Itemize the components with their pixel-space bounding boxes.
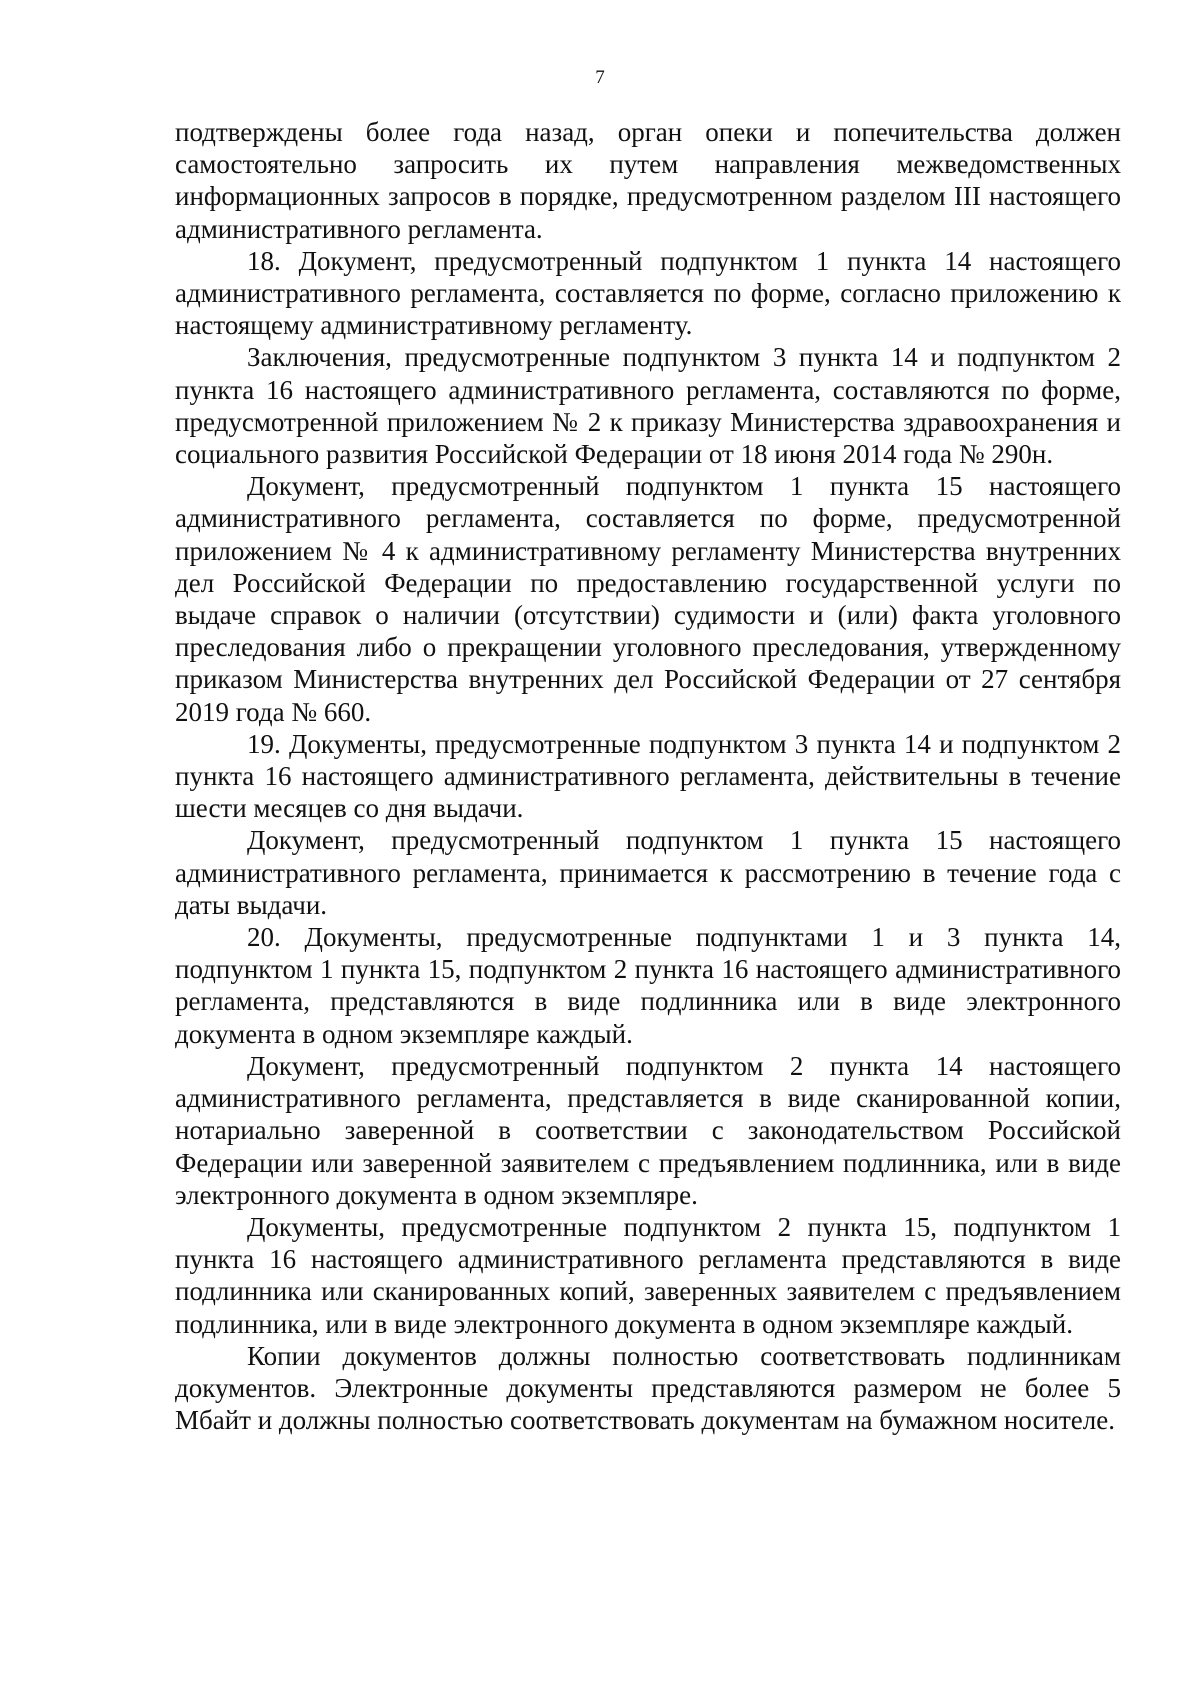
paragraph-item-19: 19. Документы, предусмотренные подпунктом 3 пункта 14 и подпунктом 2 пункта 16 настоящего административного регламента, действительны в течение шести месяцев со дня выдачи. bbox=[175, 728, 1121, 824]
paragraph-item-20: 20. Документы, предусмотренные подпунктами 1 и 3 пункта 14, подпунктом 1 пункта 15, подпунктом 2 пункта 16 настоящего административного регламента, представляются в виде подлинника или в виде электронного документа в одном экземпляре каждый. bbox=[175, 922, 1121, 1049]
page-number: 7 bbox=[595, 67, 605, 88]
paragraph-document-15-1: Документ, предусмотренный подпунктом 1 пункта 15 настоящего административного регламента, составляется по форме, предусмотренной приложением № 4 к административному регламенту Министерства внутренних дел Российской Федерации по предоставлению государственной услуги по выдаче справок о наличии (отсутствии) судимости и (или) факта уголовного преследования либо о прекращении уголовного преследования, утвержденному приказом Министерства внутренних дел Российской Федерации от 27 сентября 2019 года № 660. bbox=[175, 471, 1121, 727]
paragraph-conclusions: Заключения, предусмотренные подпунктом 3 пункта 14 и подпунктом 2 пункта 16 настоящего административного регламента, составляются по форме, предусмотренной приложением № 2 к приказу Министерства здравоохранения и социального развития Российской Федерации от 18 июня 2014 года № 290н. bbox=[175, 342, 1121, 470]
paragraph-document-14-2: Документ, предусмотренный подпунктом 2 пункта 14 настоящего административного регламента, представляется в виде сканированной копии, нотариально заверенной в соответствии с законодательством Российской Федерации или заверенной заявителем с предъявлением подлинника, или в виде электронного документа в одном экземпляре. bbox=[175, 1050, 1121, 1210]
paragraph-continuation: подтверждены более года назад, орган опеки и попечительства должен самостоятельно запросить их путем направления межведомственных информационных запросов в порядке, предусмотренном разделом III настоящего административного регламента. bbox=[175, 117, 1121, 244]
document-body bbox=[175, 116, 1121, 1436]
paragraph-item-18: 18. Документ, предусмотренный подпунктом 1 пункта 14 настоящего административного регламента, составляется по форме, согласно приложению к настоящему административному регламенту. bbox=[175, 245, 1121, 341]
paragraph-documents-15-2: Документы, предусмотренные подпунктом 2 пункта 15, подпунктом 1 пункта 16 настоящего административного регламента представляются в виде подлинника или сканированных копий, заверенных заявителем с предъявлением подлинника, или в виде электронного документа в одном экземпляре каждый. bbox=[175, 1211, 1121, 1339]
paragraph-copies: Копии документов должны полностью соответствовать подлинникам документов. Электронные документы представляются размером не более 5 Мбайт и должны полностью соответствовать документам на бумажном носителе. bbox=[175, 1340, 1121, 1436]
paragraph-validity: Документ, предусмотренный подпунктом 1 пункта 15 настоящего административного регламента, принимается к рассмотрению в течение года с даты выдачи. bbox=[175, 825, 1121, 920]
